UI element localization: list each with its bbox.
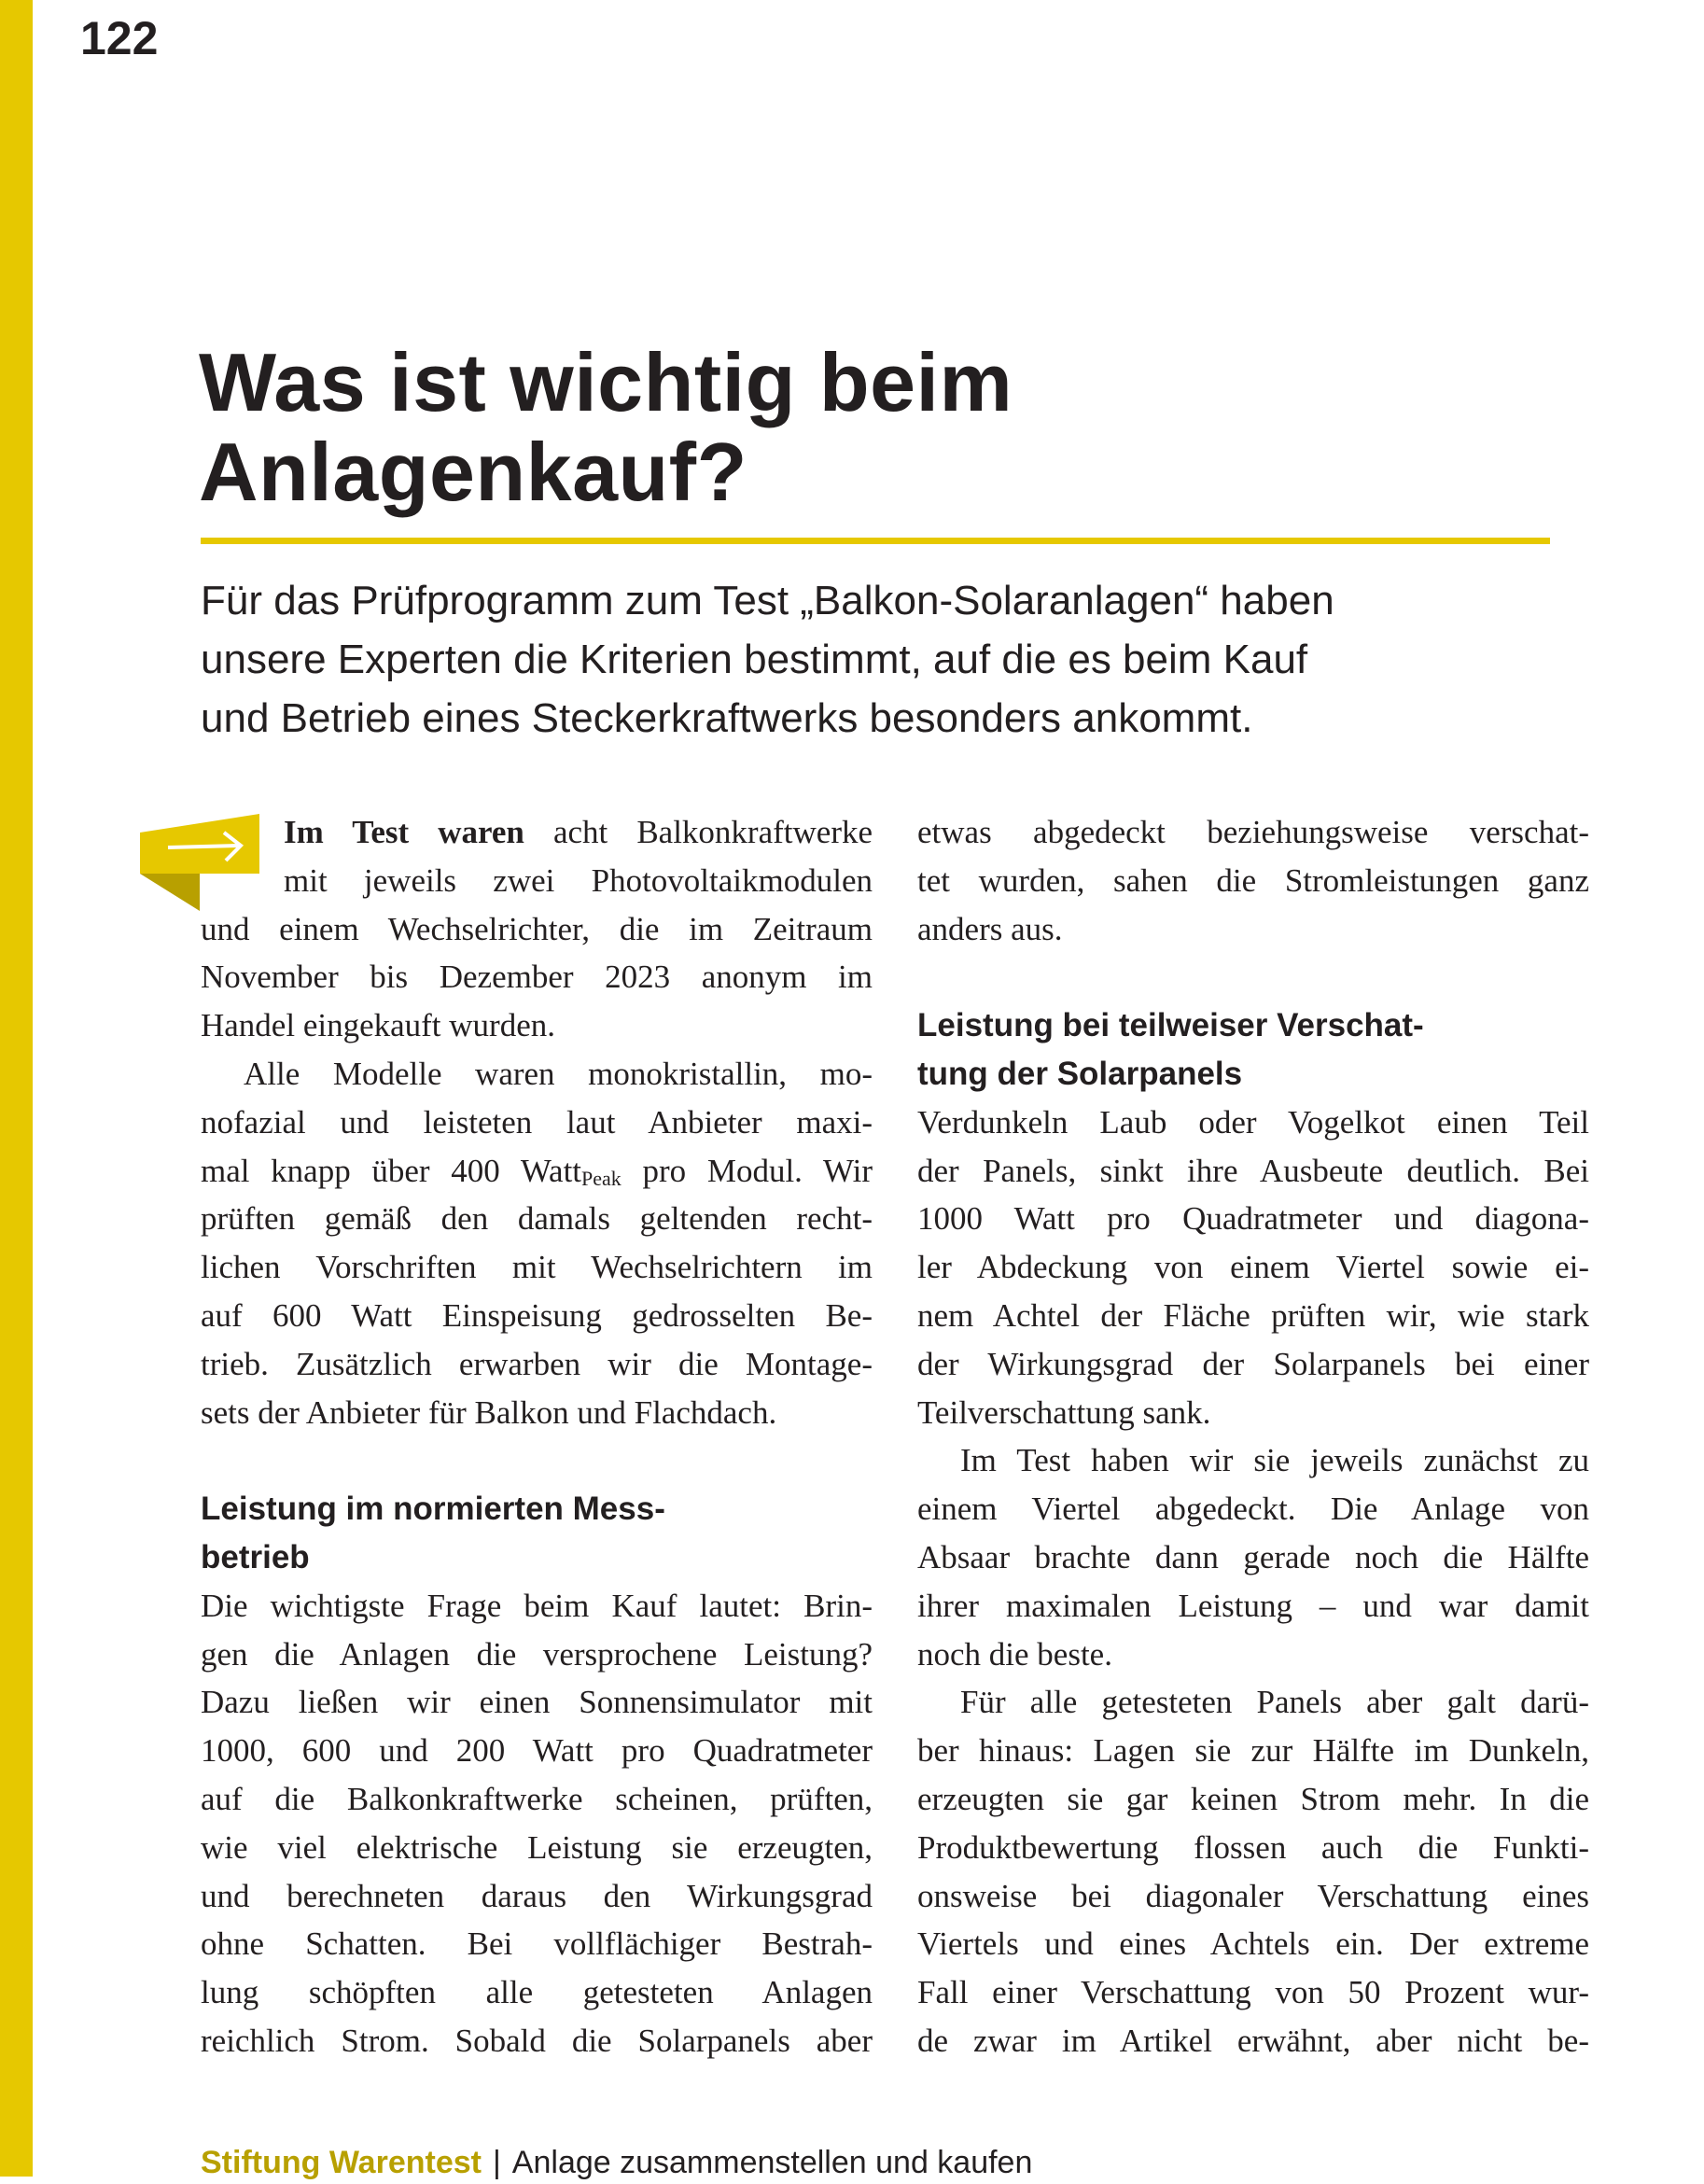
text-segment: ihrer maximalen Leistung – und war damit (917, 1587, 1589, 1624)
section-heading-line (917, 1001, 1589, 1050)
text-segment: ber hinaus: Lagen sie zur Hälfte im Dunkeln, (917, 1732, 1589, 1770)
body-text-line (201, 1195, 873, 1243)
body-text-line (201, 1582, 873, 1631)
text-segment: Leistung im normierten Mess- (201, 1491, 665, 1528)
body-text-line (917, 2017, 1589, 2065)
body-text-line (201, 857, 873, 905)
text-segment: betrieb (201, 1538, 310, 1575)
body-text-line (201, 1292, 873, 1340)
body-text-line (917, 1436, 1589, 1485)
accent-side-bar (0, 0, 33, 2177)
body-text-line (201, 1920, 873, 1968)
body-text-line (201, 808, 873, 857)
text-segment: Teilverschattung sank. (917, 1393, 1211, 1431)
text-segment: prüften gemäß den damals geltenden recht- (201, 1200, 873, 1238)
text-segment: onsweise bei diagonaler Verschattung eines (917, 1877, 1589, 1914)
text-segment: erzeugten sie gar keinen Strom mehr. In die (917, 1780, 1589, 1817)
text-segment: gen die Anlagen die versprochene Leistung? (201, 1635, 873, 1673)
section-heading-line (201, 1485, 873, 1533)
text-segment: 1000, 600 und 200 Watt pro Quadratmeter (201, 1732, 873, 1770)
body-text-line (201, 1727, 873, 1775)
title-rule (201, 538, 1550, 544)
footer-brand: Stiftung Warentest (201, 2145, 482, 2180)
body-text-line (917, 1485, 1589, 1533)
body-text-line (201, 1050, 873, 1099)
text-segment: mal knapp über 400 Watt (201, 1152, 582, 1189)
body-text-line (917, 1775, 1589, 1824)
left-text-column (201, 808, 873, 2065)
body-text-line (917, 1727, 1589, 1775)
text-segment: Viertels und eines Achtels ein. Der extreme (917, 1925, 1589, 1963)
text-segment: lung schöpften alle getesteten Anlagen (201, 1974, 873, 2011)
text-segment: Absaar brachte dann gerade noch die Hälfte (917, 1538, 1589, 1575)
title-line: Anlagenkauf? (199, 426, 747, 518)
footer-section-title: Anlage zusammenstellen und kaufen (511, 2145, 1033, 2180)
page-title (199, 338, 1013, 517)
text-segment: der Wirkungsgrad der Solarpanels bei einer (917, 1345, 1589, 1382)
blank-line (201, 1436, 873, 1485)
page-number: 122 (80, 12, 159, 64)
text-segment: acht Balkonkraftwerke (524, 814, 873, 850)
page-footer (201, 2145, 1032, 2181)
blank-line (917, 953, 1589, 1001)
text-segment: nem Achtel der Fläche prüften wir, wie stark (917, 1296, 1589, 1334)
text-segment: Für alle getesteten Panels aber galt darü- (960, 1684, 1589, 1721)
body-text-line (201, 1389, 873, 1437)
intro-line: unsere Experten die Kriterien bestimmt, auf die es beim Kauf (201, 637, 1308, 682)
body-text-line (917, 857, 1589, 905)
text-segment: Leistung bei teilweiser Verschat- (917, 1007, 1424, 1044)
body-text-line (917, 1389, 1589, 1437)
body-text-line (201, 1775, 873, 1824)
text-segment: reichlich Strom. Sobald die Solarpanels aber (201, 2022, 873, 2059)
text-segment: einem Viertel abgedeckt. Die Anlage von (917, 1491, 1589, 1528)
text-segment: wie viel elektrische Leistung sie erzeugten, (201, 1828, 873, 1866)
body-text-line (917, 1195, 1589, 1243)
body-text-line (917, 905, 1589, 954)
text-segment: trieb. Zusätzlich erwarben wir die Montage- (201, 1345, 873, 1382)
body-text-line (201, 1824, 873, 1872)
text-segment: Alle Modelle waren monokristallin, mo- (244, 1055, 873, 1092)
text-segment: November bis Dezember 2023 anonym im (201, 959, 873, 996)
subscript-text: Peak (581, 1166, 622, 1190)
body-text-line (917, 1292, 1589, 1340)
body-text-line (917, 1872, 1589, 1921)
text-segment: 1000 Watt pro Quadratmeter und diagona- (917, 1200, 1589, 1238)
body-text-line (201, 1968, 873, 2017)
title-line: Was ist wichtig beim (199, 336, 1013, 428)
body-text-line (917, 1582, 1589, 1631)
text-segment: Handel eingekauft wurden. (201, 1007, 555, 1044)
right-text-column (917, 808, 1589, 2065)
body-text-line (917, 1631, 1589, 1679)
body-text-line (201, 1001, 873, 1050)
text-segment: ohne Schatten. Bei vollflächiger Bestrah- (201, 1925, 873, 1963)
text-segment: Im Test haben wir sie jeweils zunächst zu (960, 1442, 1589, 1479)
text-segment: auf 600 Watt Einspeisung gedrosselten Be- (201, 1296, 873, 1334)
text-segment: noch die beste. (917, 1635, 1112, 1673)
section-heading-line (917, 1050, 1589, 1099)
body-text-line (917, 1243, 1589, 1292)
text-segment: sets der Anbieter für Balkon und Flachdach. (201, 1393, 777, 1431)
body-text-line (201, 2017, 873, 2065)
text-segment: lichen Vorschriften mit Wechselrichtern im (201, 1249, 873, 1286)
text-segment: tet wurden, sahen die Stromleistungen ganz (917, 861, 1589, 899)
text-segment: pro Modul. Wir (621, 1152, 873, 1189)
body-text-line (917, 1920, 1589, 1968)
text-segment: der Panels, sinkt ihre Ausbeute deutlich. Bei (917, 1152, 1589, 1189)
text-segment: de zwar im Artikel erwähnt, aber nicht be- (917, 2022, 1589, 2059)
text-segment: Produktbewertung flossen auch die Funkti- (917, 1828, 1589, 1866)
body-text-line (917, 1678, 1589, 1727)
body-text-line (201, 1678, 873, 1727)
text-segment: nofazial und leisteten laut Anbieter maxi- (201, 1103, 873, 1141)
body-text-line (201, 1340, 873, 1389)
text-segment: und einem Wechselrichter, die im Zeitraum (201, 910, 873, 947)
text-segment: etwas abgedeckt beziehungsweise verschat- (917, 814, 1589, 850)
text-segment: und berechneten daraus den Wirkungsgrad (201, 1877, 873, 1914)
body-text-line (201, 1147, 873, 1196)
body-text-line (917, 1824, 1589, 1872)
intro-paragraph (201, 571, 1582, 748)
body-text-line (201, 1099, 873, 1147)
lead-in-bold: Im Test waren (284, 814, 524, 850)
text-segment: anders aus. (917, 910, 1063, 947)
body-text-line (201, 1631, 873, 1679)
intro-line: und Betrieb eines Steckerkraftwerks besonders ankommt. (201, 695, 1253, 741)
body-text-line (201, 905, 873, 954)
text-segment: tung der Solarpanels (917, 1055, 1243, 1092)
body-text-line (201, 1872, 873, 1921)
body-text-line (917, 1147, 1589, 1196)
footer-separator: | (492, 2145, 501, 2180)
body-text-line (917, 1340, 1589, 1389)
text-segment: mit jeweils zwei Photovoltaikmodulen (284, 861, 873, 899)
text-segment: auf die Balkonkraftwerke scheinen, prüften, (201, 1780, 873, 1817)
text-segment: Die wichtigste Frage beim Kauf lautet: Brin- (201, 1587, 873, 1624)
text-segment: ler Abdeckung von einem Viertel sowie ei- (917, 1249, 1589, 1286)
body-text-line (917, 1533, 1589, 1582)
section-heading-line (201, 1533, 873, 1582)
body-text-line (917, 1968, 1589, 2017)
body-text-line (917, 1099, 1589, 1147)
text-segment: Dazu ließen wir einen Sonnensimulator mit (201, 1684, 873, 1721)
body-text-line (201, 1243, 873, 1292)
body-text-line (917, 808, 1589, 857)
text-segment: Verdunkeln Laub oder Vogelkot einen Teil (917, 1103, 1589, 1141)
body-text-line (201, 953, 873, 1001)
intro-line: Für das Prüfprogramm zum Test „Balkon-Solaranlagen“ haben (201, 578, 1334, 623)
text-segment: Fall einer Verschattung von 50 Prozent wur- (917, 1974, 1589, 2011)
